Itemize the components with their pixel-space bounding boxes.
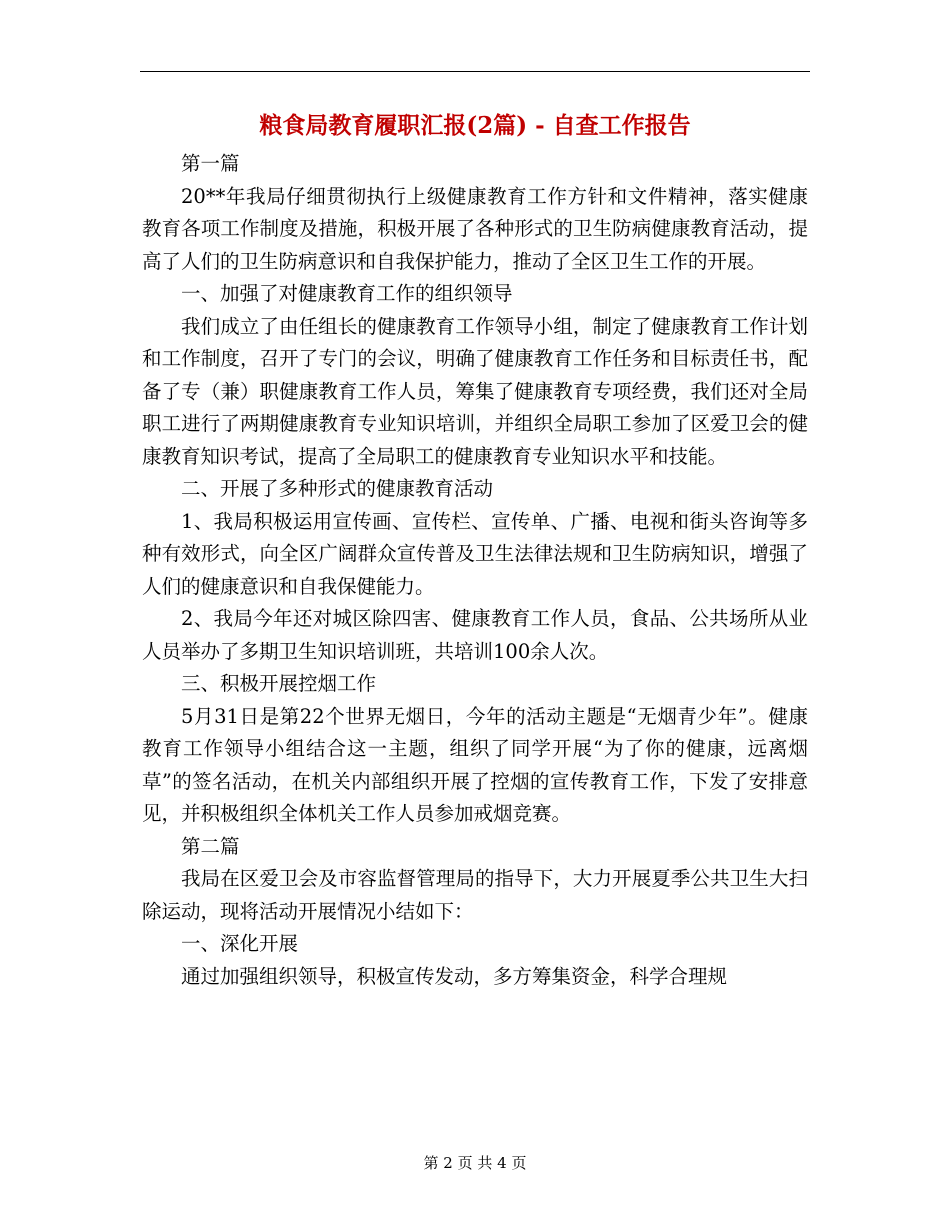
section-heading-part-one: 第一篇	[181, 152, 240, 175]
body-paragraph: 20**年我局仔细贯彻执行上级健康教育工作方针和文件精神，落实健康教育各项工作制度及措施，积极开展了各种形式的卫生防病健康教育活动，提高了人们的卫生防病意识和自我保护能力，推动了全区卫生工作的开展。	[142, 184, 808, 273]
header-rule	[140, 71, 810, 72]
section-heading: 一、深化开展	[181, 932, 299, 955]
section-heading-part-two: 第二篇	[181, 834, 240, 858]
section-heading: 二、开展了多种形式的健康教育活动	[181, 477, 494, 500]
body-paragraph: 我局在区爱卫会及市容监督管理局的指导下，大力开展夏季公共卫生大扫除运动，现将活动开展情况小结如下：	[142, 867, 808, 923]
body-paragraph: 2、我局今年还对城区除四害、健康教育工作人员，食品、公共场所从业人员举办了多期卫生知识培训班，共培训100余人次。	[142, 607, 808, 663]
page-number: 第 2 页 共 4 页	[423, 1154, 527, 1172]
body-paragraph: 1、我局积极运用宣传画、宣传栏、宣传单、广播、电视和街头咨询等多种有效形式，向全区广阔群众宣传普及卫生法律法规和卫生防病知识，增强了人们的健康意识和自我保健能力。	[142, 509, 808, 598]
body-paragraph: 通过加强组织领导，积极宣传发动，多方筹集资金，科学合理规	[181, 964, 728, 988]
body-paragraph: 我们成立了由任组长的健康教育工作领导小组，制定了健康教育工作计划和工作制度，召开了专门的会议，明确了健康教育工作任务和目标责任书，配备了专（兼）职健康教育工作人员，筹集了健康教育专项经费，我们还对全局职工进行了两期健康教育专业知识培训，并组织全局职工参加了区爱卫会的健康教育知识考试，提高了全局职工的健康教育专业知识水平和技能。	[142, 314, 808, 468]
section-heading: 一、加强了对健康教育工作的组织领导	[181, 282, 513, 305]
section-heading: 三、积极开展控烟工作	[181, 672, 377, 695]
body-paragraph: 5月31日是第22个世界无烟日，今年的活动主题是“无烟青少年”。健康教育工作领导小组结合这一主题，组织了同学开展“为了你的健康，远离烟草”的签名活动，在机关内部组织开展了控烟的宣传教育工作，下发了安排意见，并积极组织全体机关工作人员参加戒烟竞赛。	[142, 704, 808, 825]
document-body	[142, 148, 808, 993]
document-title: 粮食局教育履职汇报(2篇) - 自查工作报告	[259, 112, 691, 139]
